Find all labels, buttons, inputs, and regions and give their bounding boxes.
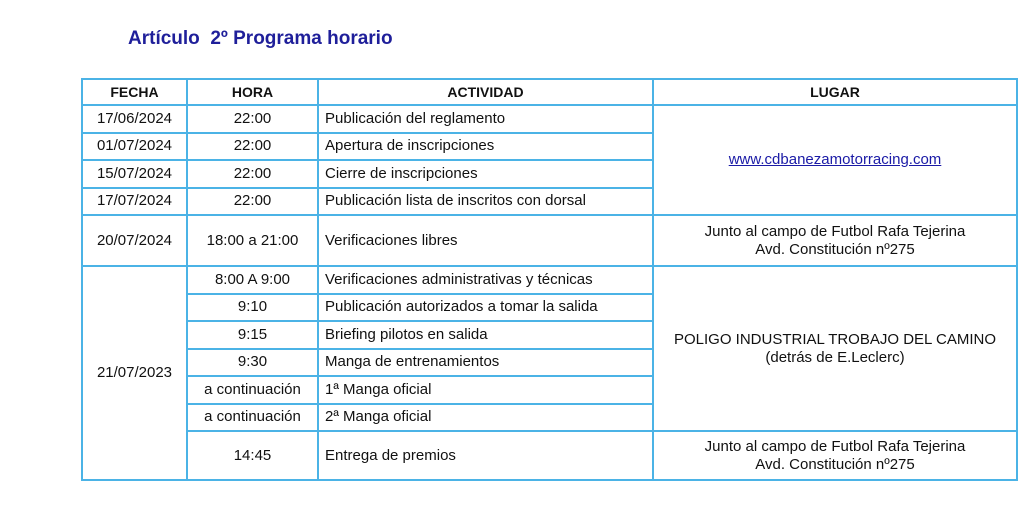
- lugar-line: Junto al campo de Futbol Rafa Tejerina: [704, 437, 966, 455]
- lugar-cell-website: [653, 105, 1017, 215]
- actividad-cell: Publicación del reglamento: [318, 105, 653, 133]
- lugar-cell-campo: [653, 215, 1017, 266]
- hora-cell: 14:45: [187, 431, 318, 480]
- actividad-cell: Manga de entrenamientos: [318, 349, 653, 377]
- schedule-table: [81, 78, 1018, 481]
- hora-cell: 22:00: [187, 160, 318, 188]
- lugar-line: Avd. Constitución nº275: [755, 240, 915, 258]
- lugar-line: (detrás de E.Leclerc): [765, 348, 905, 366]
- lugar-line: POLIGO INDUSTRIAL TROBAJO DEL CAMINO: [673, 330, 996, 348]
- hora-cell: a continuación: [187, 376, 318, 404]
- hora-cell: 9:15: [187, 321, 318, 349]
- lugar-line: Junto al campo de Futbol Rafa Tejerina: [704, 222, 966, 240]
- actividad-cell: 2ª Manga oficial: [318, 404, 653, 432]
- hora-cell: 22:00: [187, 133, 318, 161]
- fecha-cell: 20/07/2024: [82, 215, 187, 266]
- actividad-cell: Publicación autorizados a tomar la salida: [318, 294, 653, 322]
- actividad-cell: Apertura de inscripciones: [318, 133, 653, 161]
- column-header-actividad: ACTIVIDAD: [318, 79, 653, 105]
- table-row: [82, 266, 1017, 294]
- lugar-line: Avd. Constitución nº275: [755, 455, 915, 473]
- fecha-cell: 21/07/2023: [82, 266, 187, 480]
- actividad-cell: Entrega de premios: [318, 431, 653, 480]
- fecha-cell: 15/07/2024: [82, 160, 187, 188]
- website-link[interactable]: www.cdbanezamotorracing.com: [728, 151, 942, 168]
- fecha-cell: 17/07/2024: [82, 188, 187, 216]
- hora-cell: 18:00 a 21:00: [187, 215, 318, 266]
- actividad-cell: 1ª Manga oficial: [318, 376, 653, 404]
- column-header-lugar: LUGAR: [653, 79, 1017, 105]
- hora-cell: 9:30: [187, 349, 318, 377]
- actividad-cell: Publicación lista de inscritos con dorsal: [318, 188, 653, 216]
- table-row: [82, 215, 1017, 266]
- hora-cell: 8:00 A 9:00: [187, 266, 318, 294]
- table-row: [82, 431, 1017, 480]
- lugar-cell-campo: [653, 431, 1017, 480]
- hora-cell: 22:00: [187, 188, 318, 216]
- fecha-cell: 01/07/2024: [82, 133, 187, 161]
- lugar-cell-poligono: [653, 266, 1017, 431]
- table-header-row: [82, 79, 1017, 105]
- fecha-cell: 17/06/2024: [82, 105, 187, 133]
- actividad-cell: Briefing pilotos en salida: [318, 321, 653, 349]
- table-row: [82, 105, 1017, 133]
- column-header-hora: HORA: [187, 79, 318, 105]
- hora-cell: a continuación: [187, 404, 318, 432]
- actividad-cell: Cierre de inscripciones: [318, 160, 653, 188]
- column-header-fecha: FECHA: [82, 79, 187, 105]
- actividad-cell: Verificaciones administrativas y técnicas: [318, 266, 653, 294]
- hora-cell: 22:00: [187, 105, 318, 133]
- hora-cell: 9:10: [187, 294, 318, 322]
- page-title: Artículo 2º Programa horario: [128, 28, 393, 49]
- actividad-cell: Verificaciones libres: [318, 215, 653, 266]
